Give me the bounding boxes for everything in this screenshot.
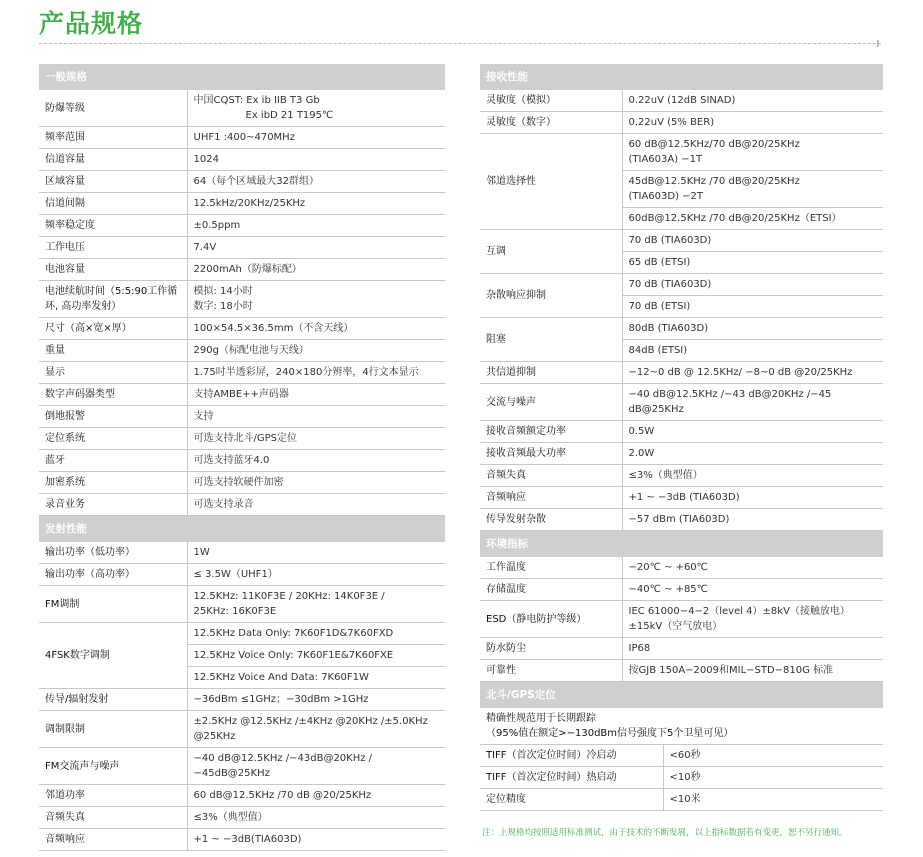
section-general-title: 一般规格 bbox=[39, 64, 445, 90]
spec-value bbox=[622, 660, 883, 682]
spec-value bbox=[187, 384, 445, 406]
section-transmit bbox=[39, 516, 445, 543]
spec-row bbox=[39, 406, 445, 428]
spec-row bbox=[480, 487, 883, 509]
spec-key: 调制限制 bbox=[39, 711, 187, 748]
spec-value-line: IP68 bbox=[628, 643, 651, 654]
spec-value bbox=[622, 557, 883, 579]
spec-key: FM交流声与噪声 bbox=[39, 748, 187, 785]
spec-value bbox=[187, 340, 445, 362]
spec-row bbox=[39, 384, 445, 406]
spec-row bbox=[39, 711, 445, 748]
spec-value bbox=[622, 638, 883, 660]
gps-description-row bbox=[480, 708, 883, 745]
spec-value-line: 60dB@12.5KHz /70 dB@20/25KHz（ETSI） bbox=[628, 213, 842, 224]
spec-row bbox=[39, 450, 445, 472]
spec-row bbox=[39, 171, 445, 193]
spec-value-line: 支持AMBE++声码器 bbox=[193, 389, 289, 400]
spec-value bbox=[187, 171, 445, 193]
spec-row bbox=[39, 829, 445, 851]
gps-description bbox=[480, 708, 883, 745]
spec-value bbox=[187, 472, 445, 494]
spec-value-line: +1 ~ −3dB (TIA603D) bbox=[628, 492, 740, 503]
spec-value-line: 45dB@12.5KHz /70 dB@20/25KHz bbox=[628, 176, 800, 187]
spec-row bbox=[39, 127, 445, 149]
spec-value-line: 数字: 18小时 bbox=[193, 301, 253, 312]
spec-value-line: −36dBm ≤1GHz；−30dBm >1GHz bbox=[193, 694, 369, 705]
spec-value bbox=[187, 748, 445, 785]
spec-key: 阻塞 bbox=[480, 318, 622, 362]
spec-value: 84dB (ETSI) bbox=[622, 340, 883, 362]
spec-value: 70 dB (TIA603D) bbox=[622, 230, 883, 252]
spec-value-line: 60 dB@12.5KHz /70 dB @20/25KHz bbox=[193, 790, 372, 801]
spec-value-line: −40℃ ~ +85℃ bbox=[628, 584, 708, 595]
spec-value-line: Ex ibD 21 T195℃ bbox=[245, 110, 334, 121]
section-receive-title: 接收性能 bbox=[480, 64, 883, 90]
spec-value: <60秒 bbox=[663, 745, 883, 767]
spec-value-line: +1 ~ −3dB(TIA603D) bbox=[193, 834, 302, 845]
spec-value-line: 可选支持录音 bbox=[193, 499, 254, 510]
section-environment bbox=[480, 531, 883, 558]
spec-row bbox=[39, 281, 445, 318]
spec-row bbox=[480, 465, 883, 487]
spec-value: 12.5KHz Data Only: 7K60F1D&7K60FXD bbox=[187, 623, 445, 645]
spec-value-line: 290g（标配电池与天线） bbox=[193, 345, 309, 356]
spec-key: 共信道抑制 bbox=[480, 362, 622, 384]
spec-value-line: 支持 bbox=[193, 411, 214, 422]
spec-value: 65 dB (ETSI) bbox=[622, 252, 883, 274]
spec-value-line: 可选支持北斗/GPS定位 bbox=[193, 433, 297, 444]
spec-value bbox=[187, 542, 445, 564]
spec-row bbox=[480, 112, 883, 134]
gps-spec-table bbox=[480, 682, 883, 811]
spec-row bbox=[39, 90, 445, 127]
spec-key: 蓝牙 bbox=[39, 450, 187, 472]
spec-value bbox=[622, 601, 883, 638]
section-receive bbox=[480, 64, 883, 90]
spec-key: 4FSK数字调制 bbox=[39, 623, 187, 689]
spec-row bbox=[39, 564, 445, 586]
spec-value-line: ±0.5ppm bbox=[193, 220, 241, 231]
spec-value-line: 0.22uV (12dB SINAD) bbox=[628, 95, 736, 106]
spec-value-line: 可选支持蓝牙4.0 bbox=[193, 455, 270, 466]
right-spec-table bbox=[480, 64, 883, 682]
spec-value-line: 7.4V bbox=[193, 242, 217, 253]
spec-key: 防水防尘 bbox=[480, 638, 622, 660]
spec-row bbox=[39, 193, 445, 215]
section-gps bbox=[480, 682, 883, 708]
spec-value: 12.5KHz Voice And Data: 7K60F1W bbox=[187, 667, 445, 689]
spec-key: ESD（静电防护等级） bbox=[480, 601, 622, 638]
spec-key: 互调 bbox=[480, 230, 622, 274]
spec-row bbox=[480, 90, 883, 112]
spec-value-line: −40 dB@12.5KHz /−43 dB@20KHz /−45 bbox=[628, 389, 832, 400]
spec-row bbox=[39, 318, 445, 340]
spec-value-line: ±2.5KHz @12.5KHz /±4KHz @20KHz /±5.0KHz bbox=[193, 716, 428, 727]
spec-value bbox=[187, 318, 445, 340]
left-spec-column bbox=[39, 64, 445, 851]
spec-row bbox=[480, 579, 883, 601]
spec-value-line: 0.5W bbox=[628, 426, 655, 437]
spec-value-line: 60 dB@12.5KHz/70 dB@20/25KHz bbox=[628, 139, 800, 150]
gps-description-line: 精确性规范用于长期跟踪 bbox=[486, 713, 596, 724]
spec-value-line: 12.5KHz: 11K0F3E / 20KHz: 14K0F3E / bbox=[193, 591, 385, 602]
spec-value bbox=[622, 421, 883, 443]
spec-row bbox=[39, 259, 445, 281]
spec-row bbox=[480, 767, 883, 789]
section-transmit-title: 发射性能 bbox=[39, 516, 445, 543]
spec-row bbox=[480, 660, 883, 682]
spec-key: 信道容量 bbox=[39, 149, 187, 171]
spec-value bbox=[622, 171, 883, 208]
spec-value bbox=[187, 494, 445, 516]
spec-value bbox=[187, 193, 445, 215]
spec-value: <10米 bbox=[663, 789, 883, 811]
spec-key: 杂散响应抑制 bbox=[480, 274, 622, 318]
spec-value bbox=[187, 428, 445, 450]
spec-value bbox=[622, 208, 883, 230]
spec-row bbox=[39, 785, 445, 807]
spec-value: 70 dB (ETSI) bbox=[622, 296, 883, 318]
spec-value-line: 1024 bbox=[193, 154, 219, 165]
spec-value bbox=[187, 362, 445, 384]
spec-key: 重量 bbox=[39, 340, 187, 362]
spec-key: 存储温度 bbox=[480, 579, 622, 601]
spec-key: 音频失真 bbox=[39, 807, 187, 829]
spec-row bbox=[39, 807, 445, 829]
spec-value bbox=[187, 807, 445, 829]
spec-value bbox=[187, 90, 445, 127]
spec-key: 邻道功率 bbox=[39, 785, 187, 807]
spec-row bbox=[480, 745, 883, 767]
spec-value-line: 按GJB 150A−2009和MIL−STD−810G 标准 bbox=[628, 665, 834, 676]
spec-value-line: 1.75吋半透彩屏，240×180分辨率，4行文本显示 bbox=[193, 367, 419, 378]
spec-row bbox=[480, 638, 883, 660]
spec-row bbox=[39, 689, 445, 711]
spec-value bbox=[187, 149, 445, 171]
spec-value-line: 模拟: 14小时 bbox=[193, 286, 253, 297]
spec-row bbox=[39, 623, 445, 645]
spec-row bbox=[39, 494, 445, 516]
spec-row bbox=[480, 509, 883, 531]
spec-value-line: UHF1 :400~470MHz bbox=[193, 132, 295, 143]
spec-key: TIFF（首次定位时间）冷启动 bbox=[480, 745, 663, 767]
spec-value bbox=[187, 237, 445, 259]
spec-value-line: 0.22uV (5% BER) bbox=[628, 117, 715, 128]
spec-row bbox=[39, 362, 445, 384]
spec-key: 信道间隔 bbox=[39, 193, 187, 215]
title-divider-end bbox=[877, 40, 883, 47]
spec-value-line: ≤3%（典型值） bbox=[193, 812, 268, 823]
spec-value bbox=[622, 465, 883, 487]
spec-row bbox=[480, 230, 883, 252]
spec-value-line: 12.5kHz/20KHz/25KHz bbox=[193, 198, 306, 209]
spec-key: TIFF（首次定位时间）热启动 bbox=[480, 767, 663, 789]
spec-value-line: −57 dBm (TIA603D) bbox=[628, 514, 730, 525]
spec-value-line: ≤3%（典型值） bbox=[628, 470, 703, 481]
spec-value bbox=[187, 689, 445, 711]
spec-value-line: 25KHz: 16K0F3E bbox=[193, 606, 277, 617]
spec-value bbox=[622, 90, 883, 112]
spec-key: 灵敏度（数字） bbox=[480, 112, 622, 134]
spec-row bbox=[480, 362, 883, 384]
spec-value bbox=[622, 579, 883, 601]
gps-description-line: （95%值在额定>−130dBm信号强度下5个卫星可见） bbox=[486, 728, 734, 739]
spec-row bbox=[480, 789, 883, 811]
spec-key: 输出功率（高功率） bbox=[39, 564, 187, 586]
spec-value: 70 dB (TIA603D) bbox=[622, 274, 883, 296]
spec-row bbox=[39, 149, 445, 171]
spec-row bbox=[480, 384, 883, 421]
spec-value-line: 2200mAh（防爆标配） bbox=[193, 264, 302, 275]
spec-key: 交流与噪声 bbox=[480, 384, 622, 421]
spec-value: 12.5KHz Voice Only: 7K60F1E&7K60FXE bbox=[187, 645, 445, 667]
spec-key: 倒地报警 bbox=[39, 406, 187, 428]
spec-value bbox=[187, 281, 445, 318]
spec-key: 区域容量 bbox=[39, 171, 187, 193]
spec-row bbox=[480, 274, 883, 296]
spec-key: 防爆等级 bbox=[39, 90, 187, 127]
spec-key: 加密系统 bbox=[39, 472, 187, 494]
spec-key: 频率范围 bbox=[39, 127, 187, 149]
spec-key: 灵敏度（模拟） bbox=[480, 90, 622, 112]
page-title: 产品规格 bbox=[39, 9, 144, 38]
spec-key: 音频响应 bbox=[39, 829, 187, 851]
spec-value-line: ±15kV（空气放电） bbox=[628, 621, 723, 632]
spec-value bbox=[187, 711, 445, 748]
spec-value bbox=[622, 112, 883, 134]
section-gps-title: 北斗/GPS定位 bbox=[480, 682, 883, 708]
spec-key: 传导发射杂散 bbox=[480, 509, 622, 531]
spec-value bbox=[622, 509, 883, 531]
spec-key: 可靠性 bbox=[480, 660, 622, 682]
spec-value bbox=[187, 215, 445, 237]
spec-value-line: @25KHz bbox=[193, 731, 236, 742]
spec-value-line: −20℃ ~ +60℃ bbox=[628, 562, 708, 573]
spec-key: 接收音频最大功率 bbox=[480, 443, 622, 465]
spec-value bbox=[187, 406, 445, 428]
spec-value-line: 1W bbox=[193, 547, 210, 558]
spec-value bbox=[622, 134, 883, 171]
spec-value bbox=[622, 384, 883, 421]
spec-value bbox=[622, 487, 883, 509]
spec-value-line: (TIA603D) −2T bbox=[628, 191, 704, 202]
spec-value-line: ≤ 3.5W（UHF1） bbox=[193, 569, 278, 580]
left-spec-table bbox=[39, 64, 445, 851]
title-divider bbox=[39, 43, 881, 44]
spec-row bbox=[480, 421, 883, 443]
spec-row bbox=[39, 340, 445, 362]
spec-value bbox=[187, 564, 445, 586]
spec-row bbox=[480, 601, 883, 638]
spec-key: 频率稳定度 bbox=[39, 215, 187, 237]
spec-key: 音频响应 bbox=[480, 487, 622, 509]
spec-row bbox=[39, 215, 445, 237]
spec-key: 传导/辐射发射 bbox=[39, 689, 187, 711]
spec-value: <10秒 bbox=[663, 767, 883, 789]
spec-row bbox=[39, 472, 445, 494]
spec-value-line: 64（每个区域最大32群组） bbox=[193, 176, 319, 187]
spec-key: 录音业务 bbox=[39, 494, 187, 516]
spec-value-line: 可选支持软硬件加密 bbox=[193, 477, 284, 488]
spec-key: 显示 bbox=[39, 362, 187, 384]
spec-row bbox=[39, 542, 445, 564]
spec-value-line: 100×54.5×36.5mm（不含天线） bbox=[193, 323, 354, 334]
section-environment-title: 环境指标 bbox=[480, 531, 883, 558]
spec-value bbox=[187, 785, 445, 807]
spec-row bbox=[480, 443, 883, 465]
spec-row bbox=[39, 237, 445, 259]
spec-key: 电池容量 bbox=[39, 259, 187, 281]
spec-key: 数字声码器类型 bbox=[39, 384, 187, 406]
spec-value bbox=[187, 586, 445, 623]
spec-key: 工作温度 bbox=[480, 557, 622, 579]
spec-value bbox=[187, 829, 445, 851]
spec-value-line: 2.0W bbox=[628, 448, 655, 459]
spec-value-line: dB@25KHz bbox=[628, 404, 684, 415]
section-general bbox=[39, 64, 445, 90]
spec-row bbox=[39, 748, 445, 785]
spec-value-line: −12~0 dB @ 12.5KHz/ −8~0 dB @20/25KHz bbox=[628, 367, 853, 378]
spec-value-line: 中国CQST: Ex ib IIB T3 Gb bbox=[193, 95, 320, 106]
spec-row bbox=[39, 586, 445, 623]
spec-key: 接收音频额定功率 bbox=[480, 421, 622, 443]
spec-value bbox=[187, 259, 445, 281]
spec-key: 尺寸（高×宽×厚） bbox=[39, 318, 187, 340]
spec-key: 输出功率（低功率） bbox=[39, 542, 187, 564]
right-spec-column bbox=[480, 64, 883, 811]
spec-row bbox=[480, 134, 883, 171]
spec-value-line: (TIA603A) −1T bbox=[628, 154, 703, 165]
spec-value-line: −40 dB@12.5KHz /−43dB@20KHz /−45dB@25KHz bbox=[193, 753, 373, 779]
spec-value bbox=[622, 362, 883, 384]
spec-key: 邻道选择性 bbox=[480, 134, 622, 230]
spec-row bbox=[39, 428, 445, 450]
spec-key: 电池续航时间（5:5:90工作循环, 高功率发射） bbox=[39, 281, 187, 318]
footnote: 注：上规格均按照适用标准测试，由于技术的不断发展，以上指标数据若有变更，恕不另行通知。 bbox=[482, 828, 848, 838]
spec-key: 工作电压 bbox=[39, 237, 187, 259]
spec-value bbox=[622, 443, 883, 465]
spec-key: 定位精度 bbox=[480, 789, 663, 811]
spec-row bbox=[480, 557, 883, 579]
spec-value: 80dB (TIA603D) bbox=[622, 318, 883, 340]
spec-value bbox=[187, 450, 445, 472]
spec-value bbox=[187, 127, 445, 149]
spec-row bbox=[480, 318, 883, 340]
spec-key: 定位系统 bbox=[39, 428, 187, 450]
spec-key: FM调制 bbox=[39, 586, 187, 623]
spec-key: 音频失真 bbox=[480, 465, 622, 487]
spec-value-line: IEC 61000−4−2（level 4）±8kV（接触放电） bbox=[628, 606, 850, 617]
